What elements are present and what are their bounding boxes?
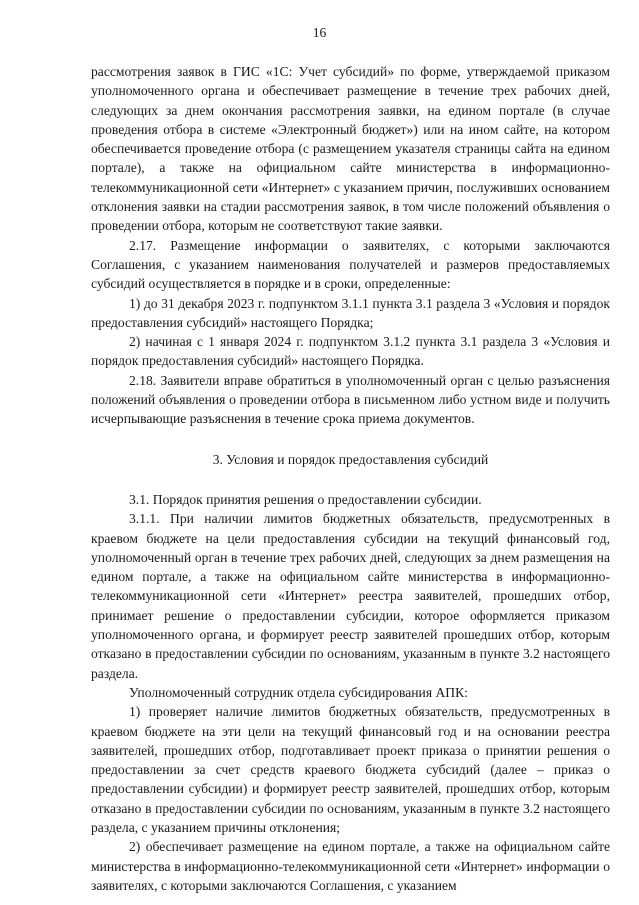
page-number: 16 — [312, 25, 327, 40]
paragraphs-before-heading — [91, 62, 610, 429]
paragraph: рассмотрения заявок в ГИС «1С: Учет субсидий» по форме, утверждаемой приказом уполномоченного органа и обеспечивает размещение в течение трех рабочих дней, следующих за днем окончания рассмотрения заявки, на едином портале (в случае проведения отбора в системе «Электронный бюджет») или на ином сайте, на котором обеспечивается проведение отбора (с размещением указателя страницы сайта на едином портале), а также на официальном сайте министерства в информационно-телекоммуникационной сети «Интернет» с указанием причин, послуживших основанием отклонения заявки на стадии рассмотрения заявок, в том числе положений объявления о проведении отбора, которым не соответствуют такие заявки. — [91, 64, 610, 234]
paragraph: 2.17. Размещение информации о заявителях, с которыми заключаются Соглашения, с указанием наименования получателей и размеров предоставляемых субсидий осуществляется в порядке и в сроки, определенные: — [91, 237, 610, 292]
paragraph: 1) проверяет наличие лимитов бюджетных обязательств, предусмотренных в краевом бюджете на эти цели на текущий финансовый год и на основании реестра заявителей, прошедших отбор, подготавливает проект приказа о принятии решения о предоставлении за счет средств краевого бюджета субсидий (далее – приказ о предоставлении субсидии) и формирует реестр заявителей, прошедших отбор, которым отказано в предоставлении субсидии по основаниям, указанным в пункте 3.2 настоящего раздела, с указанием причины отклонения; — [91, 704, 610, 835]
paragraph: 3.1.1. При наличии лимитов бюджетных обязательств, предусмотренных в краевом бюджете на цели предоставления субсидии на текущий финансовый год, уполномоченный орган в течение трех рабочих дней, следующих за днем размещения на едином портале, а также на официальном сайте министерства в информационно-телекоммуникационной сети «Интернет» реестра заявителей, прошедших отбор, принимает решение о предоставлении субсидии, которое оформляется приказом уполномоченного органа, и формирует реестр заявителей прошедших отбор, которым отказано в предоставлении субсидии по основаниям, указанным в пункте 3.2 настоящего раздела. — [91, 511, 610, 681]
paragraph: 2) обеспечивает размещение на едином портале, а также на официальном сайте министерства в информационно-телекоммуникационной сети «Интернет» информации о заявителях, с которыми заключаются Соглашения, с указанием — [91, 839, 610, 893]
document-body — [91, 62, 610, 895]
paragraphs-after-heading — [91, 490, 610, 895]
paragraph: 2.18. Заявители вправе обратиться в уполномоченный орган с целью разъяснения положений объявления о проведении отбора в письменном либо устном виде и получить исчерпывающие разъяснения в течение срока приема документов. — [91, 372, 610, 427]
paragraph: Уполномоченный сотрудник отдела субсидирования АПК: — [129, 684, 468, 700]
section-heading: 3. Условия и порядок предоставления субсидий — [212, 451, 489, 467]
paragraph: 2) начиная с 1 января 2024 г. подпунктом 3.1.2 пункта 3.1 раздела 3 «Условия и порядок предоставления субсидий» настоящего Порядка. — [91, 334, 610, 369]
paragraph: 3.1. Порядок принятия решения о предоставлении субсидии. — [129, 491, 482, 507]
paragraph: 1) до 31 декабря 2023 г. подпунктом 3.1.1 пункта 3.1 раздела 3 «Условия и порядок предоставления субсидий» настоящего Порядка; — [91, 295, 610, 330]
